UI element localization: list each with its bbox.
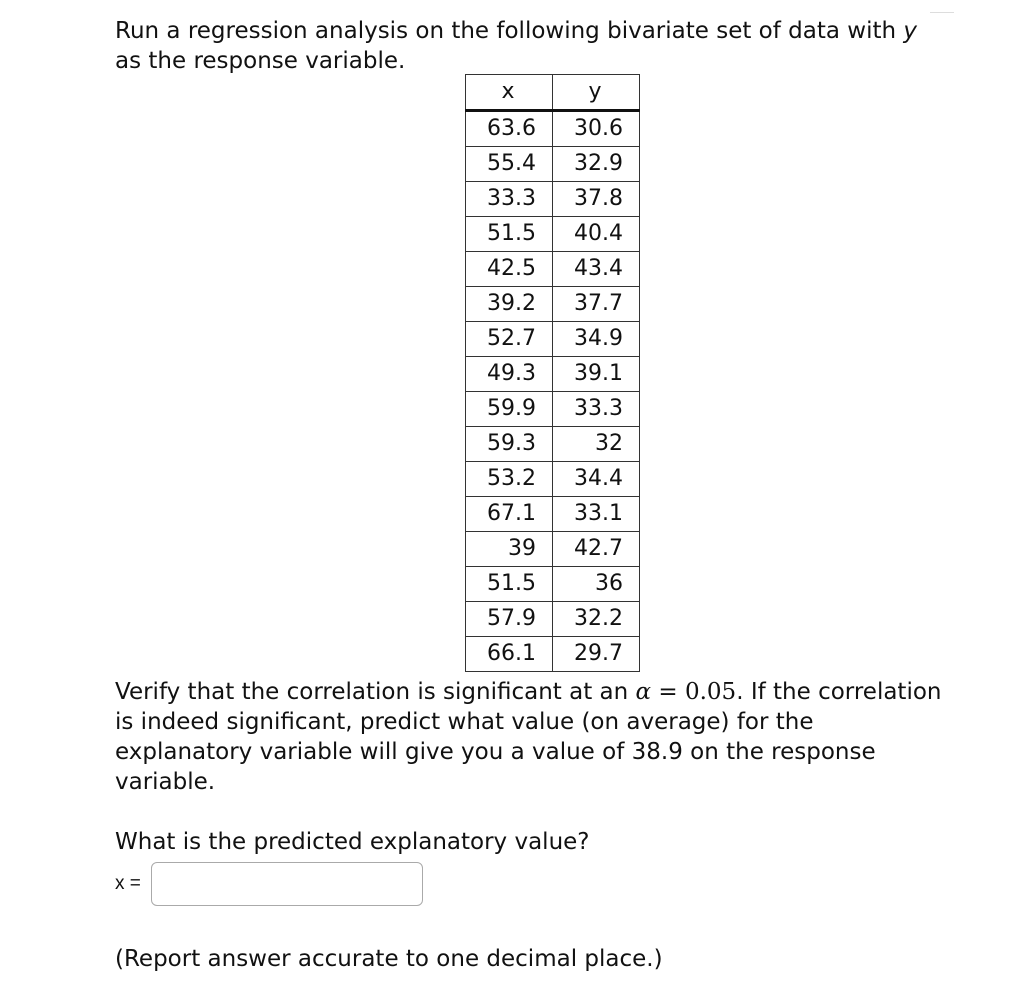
cell-y: 30.6 bbox=[553, 111, 640, 147]
cell-x: 59.3 bbox=[466, 427, 553, 462]
cell-x: 49.3 bbox=[466, 357, 553, 392]
cell-y: 29.7 bbox=[553, 637, 640, 672]
equals-sign: = bbox=[651, 679, 685, 705]
table-row bbox=[466, 567, 640, 602]
cell-x: 52.7 bbox=[466, 322, 553, 357]
cell-y: 36 bbox=[553, 567, 640, 602]
answer-label: x = bbox=[115, 873, 141, 894]
table-row bbox=[466, 427, 640, 462]
cell-x: 51.5 bbox=[466, 567, 553, 602]
table-body bbox=[466, 111, 640, 672]
intro-part-2: as the response variable. bbox=[115, 48, 406, 74]
table-row bbox=[466, 357, 640, 392]
cell-x: 55.4 bbox=[466, 147, 553, 182]
cell-y: 43.4 bbox=[553, 252, 640, 287]
cell-y: 39.1 bbox=[553, 357, 640, 392]
table-row bbox=[466, 182, 640, 217]
cell-x: 39.2 bbox=[466, 287, 553, 322]
table-row bbox=[466, 462, 640, 497]
cell-y: 32.9 bbox=[553, 147, 640, 182]
verify-part-2: . If the correlation is indeed significant, predict what value (on average) for the explanatory variable will give you a value of 38.9 on the response variable. bbox=[115, 679, 942, 795]
alpha-symbol: α bbox=[635, 679, 652, 705]
cell-y: 33.3 bbox=[553, 392, 640, 427]
table-row bbox=[466, 217, 640, 252]
cell-x: 63.6 bbox=[466, 111, 553, 147]
cell-x: 39 bbox=[466, 532, 553, 567]
column-header-x: x bbox=[466, 75, 553, 111]
verify-text bbox=[115, 677, 955, 797]
cell-x: 42.5 bbox=[466, 252, 553, 287]
data-table bbox=[465, 74, 640, 672]
cell-y: 37.8 bbox=[553, 182, 640, 217]
table-row bbox=[466, 392, 640, 427]
table-row bbox=[466, 322, 640, 357]
intro-response-var: y bbox=[903, 18, 918, 44]
table-row bbox=[466, 532, 640, 567]
table-row bbox=[466, 287, 640, 322]
cell-x: 53.2 bbox=[466, 462, 553, 497]
table-header-row bbox=[466, 75, 640, 111]
intro-part-1: Run a regression analysis on the following bivariate set of data with bbox=[115, 18, 904, 44]
table-row bbox=[466, 602, 640, 637]
answer-row bbox=[115, 859, 423, 909]
cell-x: 59.9 bbox=[466, 392, 553, 427]
cell-x: 67.1 bbox=[466, 497, 553, 532]
alpha-value: 0.05 bbox=[684, 679, 737, 705]
top-divider bbox=[930, 12, 954, 13]
cell-x: 57.9 bbox=[466, 602, 553, 637]
cell-y: 42.7 bbox=[553, 532, 640, 567]
cell-x: 33.3 bbox=[466, 182, 553, 217]
cell-x: 51.5 bbox=[466, 217, 553, 252]
cell-y: 34.4 bbox=[553, 462, 640, 497]
table-row bbox=[466, 111, 640, 147]
cell-y: 32.2 bbox=[553, 602, 640, 637]
verify-part-1: Verify that the correlation is significant at an bbox=[115, 679, 636, 705]
question-prompt: What is the predicted explanatory value? bbox=[115, 829, 590, 855]
answer-input[interactable] bbox=[151, 862, 423, 906]
table-row bbox=[466, 637, 640, 672]
intro-text bbox=[115, 16, 945, 76]
cell-x: 66.1 bbox=[466, 637, 553, 672]
column-header-y: y bbox=[553, 75, 640, 111]
report-instruction: (Report answer accurate to one decimal place.) bbox=[115, 946, 663, 972]
cell-y: 32 bbox=[553, 427, 640, 462]
table-row bbox=[466, 147, 640, 182]
cell-y: 37.7 bbox=[553, 287, 640, 322]
table-row bbox=[466, 252, 640, 287]
cell-y: 34.9 bbox=[553, 322, 640, 357]
cell-y: 40.4 bbox=[553, 217, 640, 252]
table-row bbox=[466, 497, 640, 532]
cell-y: 33.1 bbox=[553, 497, 640, 532]
